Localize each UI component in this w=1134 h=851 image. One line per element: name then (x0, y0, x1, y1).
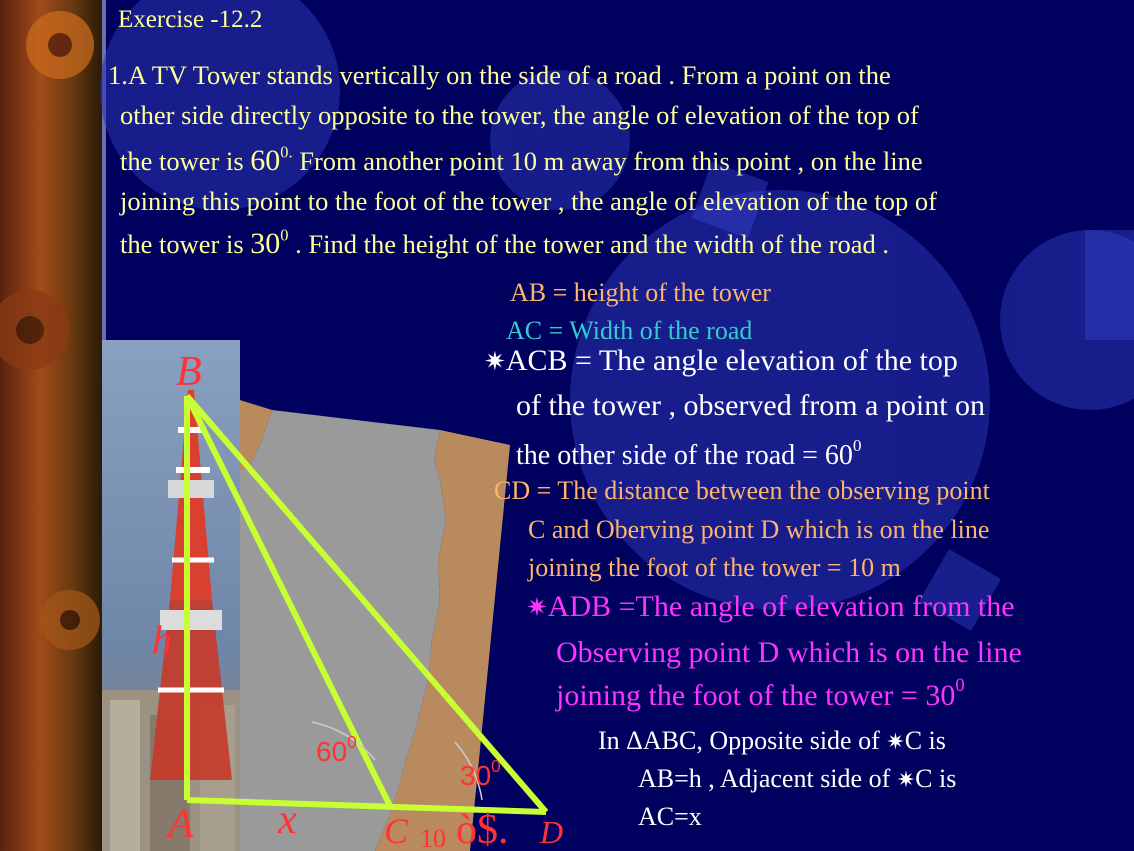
problem-line-5-start: the tower is (120, 229, 251, 259)
def-adb-line-3 (556, 675, 965, 713)
problem-line-3 (120, 140, 923, 183)
def-ab: AB = height of the tower (510, 278, 771, 307)
angle-label-30 (460, 755, 501, 792)
def-adb-line-2: Observing point D which is on the line (556, 636, 1022, 669)
problem-line-1: 1.A TV Tower stands vertically on the side of a road . From a point on the (108, 60, 891, 90)
def-ac: AC = Width of the road (506, 316, 753, 345)
angle-star-icon: ✷ (526, 593, 548, 623)
vertex-label-c: C (384, 811, 409, 851)
problem-line-5-end: . Find the height of the tower and the width of the road . (288, 229, 890, 259)
distance-label-10: 10 (420, 824, 446, 851)
garbled-symbol: ò$. (456, 807, 509, 851)
problem-line-3-start: the tower is (120, 146, 251, 176)
def-acb-line-1 (484, 344, 958, 378)
solution-text-1a: In ΔABC, Opposite side of (598, 726, 887, 755)
def-cd-line-3: joining the foot of the tower = 10 m (528, 553, 901, 582)
problem-line-5 (120, 223, 889, 266)
solution-line-3: AC=x (638, 802, 702, 831)
degree-mark: 0 (852, 435, 862, 455)
def-cd-line-1: CD = The distance between the observing point (494, 476, 990, 505)
solution-text-2b: C is (915, 764, 957, 793)
degree-mark: 0 (347, 731, 357, 752)
angle-label-60 (316, 731, 357, 768)
angle-star-icon: ✷ (896, 768, 916, 793)
angle-star-icon: ✷ (484, 347, 506, 377)
def-adb-line-1 (526, 590, 1015, 624)
def-acb-text-3: the other side of the road = 60 (516, 440, 853, 471)
solution-text-1b: C is (904, 726, 946, 755)
angle-30-value: 30 (460, 760, 492, 791)
left-decor-strip (0, 0, 102, 851)
width-label-x: x (278, 797, 297, 843)
problem-line-3-end: From another point 10 m away from this point , on the line (292, 146, 923, 176)
exercise-heading: Exercise -12.2 (118, 6, 263, 33)
problem-line-2: other side directly opposite to the tower, the angle of elevation of the top of (120, 100, 919, 130)
degree-mark: 0. (280, 142, 293, 162)
vertex-label-a: A (168, 801, 194, 847)
angle-30: 30 (250, 227, 281, 260)
degree-mark: 0 (955, 675, 965, 697)
def-acb-line-2: of the tower , observed from a point on (516, 389, 986, 422)
def-acb-line-3 (516, 435, 862, 472)
degree-mark: 0 (491, 755, 501, 776)
degree-mark: 0 (280, 225, 289, 245)
def-adb-text-1: ADB =The angle of elevation from the (547, 590, 1015, 623)
solution-text-2a: AB=h , Adjacent side of (638, 764, 897, 793)
vertex-label-d: D (540, 814, 564, 850)
height-label-h: h (152, 617, 172, 662)
def-acb-text-1: ACB = The angle elevation of the top (505, 344, 958, 377)
angle-60: 60 (250, 144, 281, 177)
solution-line-2 (638, 764, 956, 794)
vertex-label-b: B (176, 349, 202, 395)
angle-60-value: 60 (316, 736, 348, 767)
solution-line-1 (598, 726, 946, 756)
def-adb-text-3: joining the foot of the tower = 30 (556, 679, 956, 712)
angle-star-icon: ✷ (886, 730, 905, 755)
problem-line-4: joining this point to the foot of the tower , the angle of elevation of the top of (120, 186, 937, 216)
def-cd-line-2: C and Oberving point D which is on the line (528, 515, 990, 544)
